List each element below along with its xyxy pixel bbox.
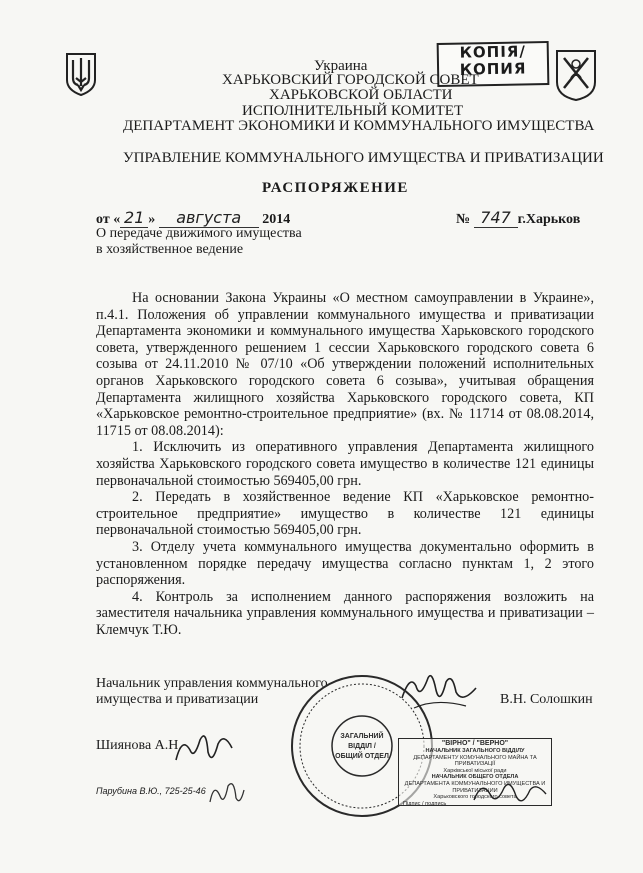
header-department: ДЕПАРТАМЕНТ ЭКОНОМИКИ И КОММУНАЛЬНОГО ИМУЩЕСТВА (123, 118, 595, 134)
position-line2: имущества и приватизации (96, 692, 259, 707)
document-body (96, 290, 594, 638)
subject-line1: О передаче движимого имущества (96, 226, 302, 241)
executor-signature (206, 776, 246, 810)
verified-stamp-line1: "ВІРНО" / "ВЕРНО" (441, 740, 509, 747)
verified-stamp-sign-label: Підпис / подпись (403, 800, 447, 807)
date-day: 21 (120, 208, 148, 228)
ukraine-trident-icon (64, 52, 98, 96)
date-line (96, 208, 290, 228)
verified-stamp-line7: Харьковского городского совета (433, 794, 517, 801)
subject (96, 226, 302, 258)
copy-stamp-line1: КОПІЯ/ (459, 42, 527, 62)
kharkiv-emblem-icon (554, 48, 598, 102)
header-administration: УПРАВЛЕНИЕ КОММУНАЛЬНОГО ИМУЩЕСТВА И ПРИВАТИЗАЦИИ (123, 150, 604, 166)
document-number: 747 (474, 208, 518, 228)
verified-stamp-line2: НАЧАЛЬНИК ЗАГАЛЬНОГО ВІДДІЛУ (425, 748, 525, 754)
subject-line2: в хозяйственное ведение (96, 242, 244, 257)
approver-name: Шиянова А.Н. (96, 738, 182, 753)
date-year: 2014 (262, 212, 291, 227)
verified-stamp-line5: НАЧАЛЬНИК ОБЩЕГО ОТДЕЛА (431, 774, 519, 781)
stamp-signature (470, 776, 550, 810)
copy-stamp-line2: КОПИЯ (459, 59, 527, 79)
date-mid: » (148, 212, 156, 227)
verified-stamp-line3: ДЕПАРТАМЕНТУ КОМУНАЛЬНОГО МАЙНА ТА ПРИВАТИЗАЦІЇ (413, 754, 537, 768)
number-prefix: № (456, 212, 471, 227)
signatory-name: В.Н. Солошкин (500, 692, 593, 707)
header-committee: ИСПОЛНИТЕЛЬНЫЙ КОМИТЕТ (242, 103, 464, 119)
seal-center-line2: ВІДДІЛ / (348, 743, 376, 750)
item-2: 2. Передать в хозяйственное ведение КП «Харьковское ремонтно-строительное предприятие» имущество в количестве 121 единицы первоначальной стоимостью 569405,00 грн. (96, 489, 594, 539)
position-line1: Начальник управления коммунального (96, 676, 328, 691)
verified-stamp-line4: Харківської міської ради (443, 767, 507, 774)
preamble: На основании Закона Украины «О местном самоуправлении в Украине», п.4.1. Положения об управлении коммунального имущества и приватизации Департамента экономики и коммунального имущества Харьковского городского совета, утвержденного решением 1 сессии Харьковского городского совета 6 созыва от 24.11.2010 № 07/10 «Об утверждении положений исполнительных органов Харьковского городского совета 6 созыва», учитывая обращения Департамента жилищного хозяйства Харьковского городского совета, КП «Харьковское ремонтно-строительное предприятие» (вх. № 11714 от 08.08.2014, 11715 от 08.08.2014): (96, 290, 594, 439)
executor-info: Парубина В.Ю., 725-25-46 (96, 786, 206, 796)
item-1: 1. Исключить из оперативного управления Департамента жилищного хозяйства Харьковского городского совета имущество в количестве 121 единицы первоначальной стоимостью 569405,00 грн. (96, 439, 594, 489)
header-council: ХАРЬКОВСКИЙ ГОРОДСКОЙ СОВЕТ (222, 72, 479, 88)
city: г.Харьков (517, 212, 581, 227)
header-region: ХАРЬКОВСКОЙ ОБЛАСТИ (269, 87, 453, 103)
seal-center-line3: ОБЩИЙ ОТДЕЛ (335, 753, 389, 760)
document-title: РАСПОРЯЖЕНИЕ (262, 180, 409, 196)
header-country: Украина (314, 58, 368, 74)
item-4: 4. Контроль за исполнением данного распоряжения возложить на заместителя начальника управления коммунального имущества и приватизации – Клемчук Т.Ю. (96, 588, 594, 638)
verified-stamp-line6: ДЕПАРТАМЕНТА КОММУНАЛЬНОГО ИМУЩЕСТВА И ПРИВАТИЗАЦИИ (404, 780, 546, 794)
number-line (456, 208, 580, 228)
seal-center-line1: ЗАГАЛЬНИЙ (340, 733, 384, 740)
date-prefix: от « (96, 212, 121, 227)
item-3: 3. Отделу учета коммунального имущества документально оформить в установленном порядке передачу имущества согласно пунктам 1, 2 этого распоряжения. (96, 538, 594, 589)
date-month: августа (159, 208, 259, 228)
approver-signature (172, 726, 236, 772)
